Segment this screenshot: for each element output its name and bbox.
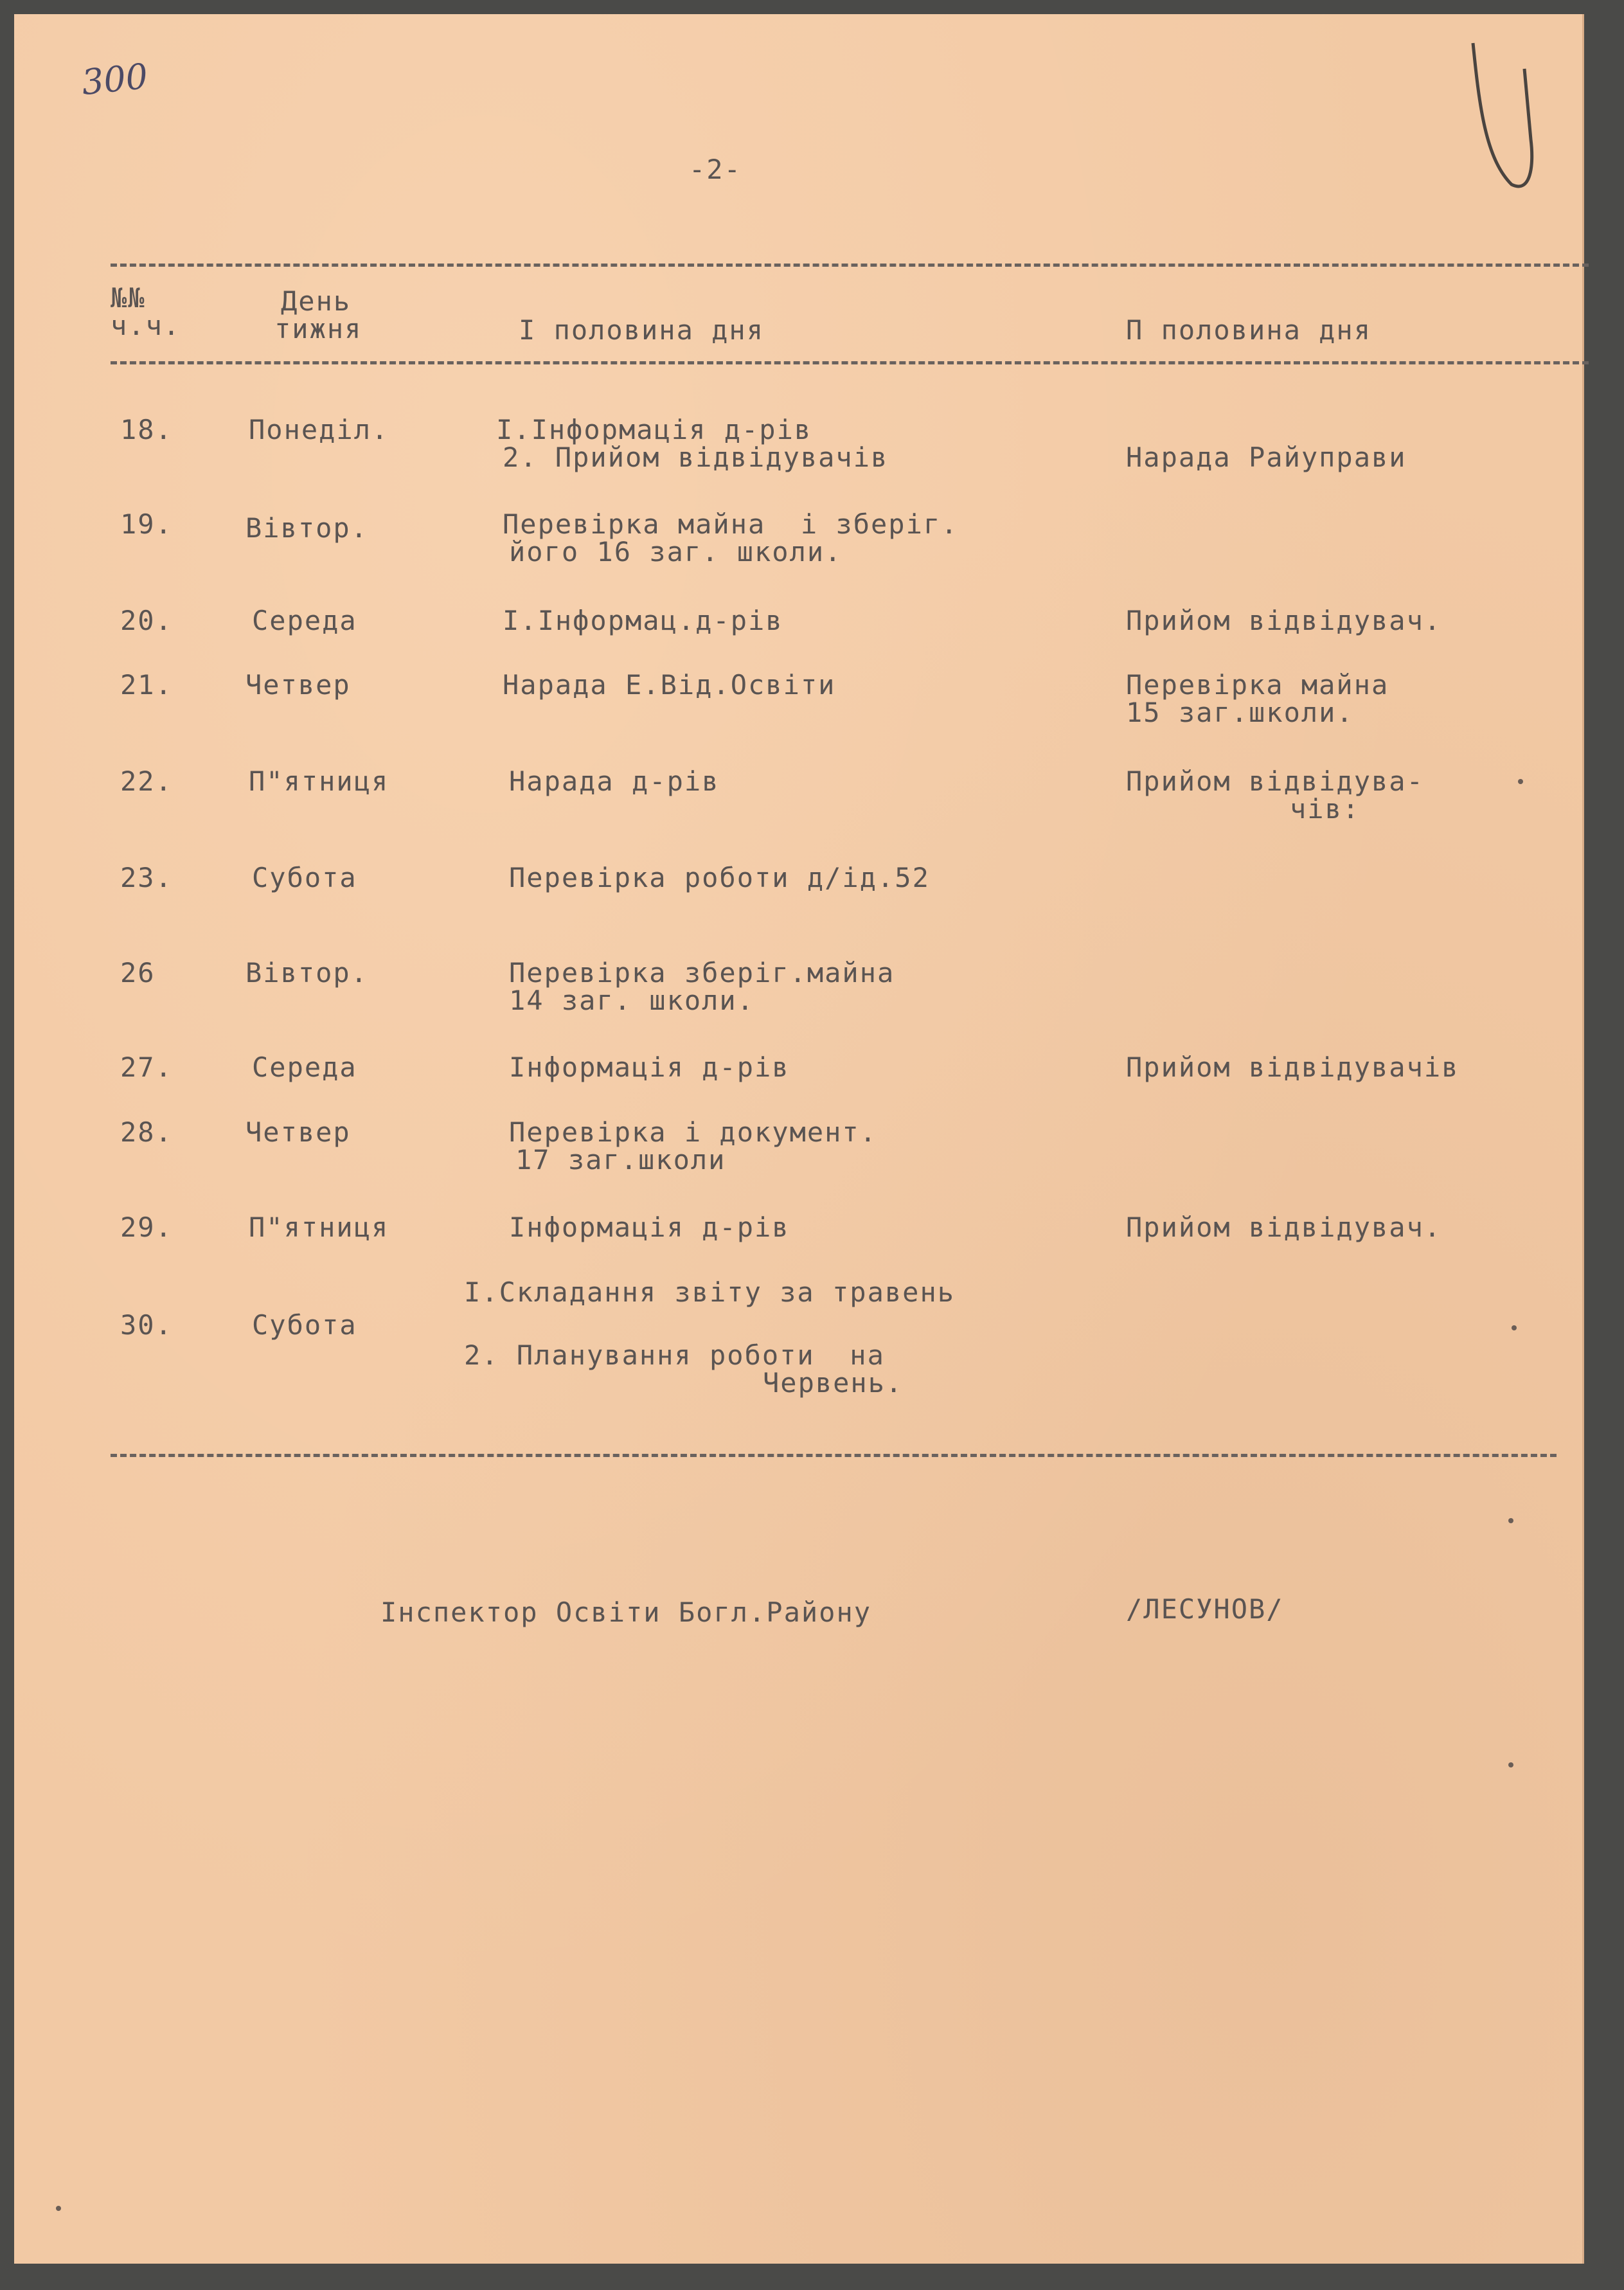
header-number-line2: ч.ч. [111, 310, 181, 341]
row-day: Субота [252, 1309, 357, 1341]
header-day-line1: День [281, 285, 352, 317]
paper-speck [1508, 1518, 1513, 1523]
row-first-half: Інформація д-рів [509, 1212, 790, 1243]
folio-number: 300 [79, 55, 150, 103]
row-number: 21. [120, 669, 173, 701]
row-day: П"ятниця [249, 1212, 389, 1243]
row-first-half: Перевірка роботи д/ід.52 [509, 862, 930, 893]
signature-title: Інспектор Освіти Богл.Району [380, 1597, 872, 1628]
row-second-half: Прийом відвідувачів [1126, 1051, 1459, 1083]
row-number: 28. [120, 1116, 173, 1148]
bottom-divider [111, 1454, 1557, 1457]
row-day: Субота [252, 862, 357, 893]
row-second-half: 15 заг.школи. [1126, 697, 1354, 728]
row-first-half: Червень. [763, 1367, 904, 1399]
paper-speck [1512, 1325, 1517, 1330]
row-day: Понеділ. [249, 414, 389, 445]
row-number: 22. [120, 765, 173, 797]
row-first-half: I.Інформац.д-рів [503, 605, 783, 636]
row-first-half: Перевірка зберіг.майна [509, 957, 895, 988]
row-day: Четвер [245, 669, 351, 701]
row-first-half: 2. Планування роботи на [464, 1339, 885, 1371]
row-first-half: Перевірка і документ. [509, 1116, 878, 1148]
header-day-line2: тижня [274, 313, 362, 344]
row-first-half: Нарада д-рів [509, 765, 720, 797]
row-first-half: Інформація д-рів [509, 1051, 790, 1083]
row-first-half: Перевірка майна і зберіг. [503, 508, 959, 540]
row-number: 27. [120, 1051, 173, 1083]
row-second-half: Прийом відвідувач. [1126, 1212, 1442, 1243]
paper-speck [56, 2206, 61, 2211]
row-first-half: I.Складання звіту за травень [464, 1276, 956, 1308]
row-number: 18. [120, 414, 173, 445]
paper-speck [1518, 779, 1523, 784]
row-first-half: Нарада Е.Від.Освіти [503, 669, 836, 701]
paper-speck [1508, 1762, 1513, 1767]
row-number: 20. [120, 605, 173, 636]
row-number: 23. [120, 862, 173, 893]
row-day: Середа [252, 1051, 357, 1083]
row-second-half: Нарада Райуправи [1126, 442, 1407, 473]
paperclip-mark [1460, 30, 1537, 197]
row-first-half: 2. Прийом відвідувачів [503, 442, 889, 473]
row-second-half: Перевірка майна [1126, 669, 1389, 701]
page-label: -2- [689, 154, 742, 185]
row-first-half: I.Інформація д-рів [496, 414, 812, 445]
row-day: Вівтор. [245, 957, 369, 988]
signature-name: /ЛЕСУНОВ/ [1126, 1593, 1284, 1625]
row-first-half: його 16 заг. школи. [509, 536, 843, 568]
row-number: 26 [120, 957, 156, 988]
row-second-half: Прийом відвідува- [1126, 765, 1424, 797]
header-first-half: I половина дня [519, 314, 765, 346]
row-day: Середа [252, 605, 357, 636]
row-second-half: чів: [1290, 793, 1361, 825]
row-day: П"ятниця [249, 765, 389, 797]
header-number-line1: №№ [111, 282, 146, 314]
row-second-half: Прийом відвідувач. [1126, 605, 1442, 636]
row-number: 19. [120, 508, 173, 540]
header-divider [111, 361, 1589, 364]
document-page [14, 14, 1584, 2264]
top-divider [111, 264, 1589, 267]
row-first-half: 17 заг.школи [515, 1144, 726, 1176]
row-day: Четвер [245, 1116, 351, 1148]
row-number: 30. [120, 1309, 173, 1341]
row-day: Вівтор. [245, 512, 369, 544]
row-number: 29. [120, 1212, 173, 1243]
row-first-half: 14 заг. школи. [509, 985, 755, 1016]
header-second-half: П половина дня [1126, 314, 1372, 346]
